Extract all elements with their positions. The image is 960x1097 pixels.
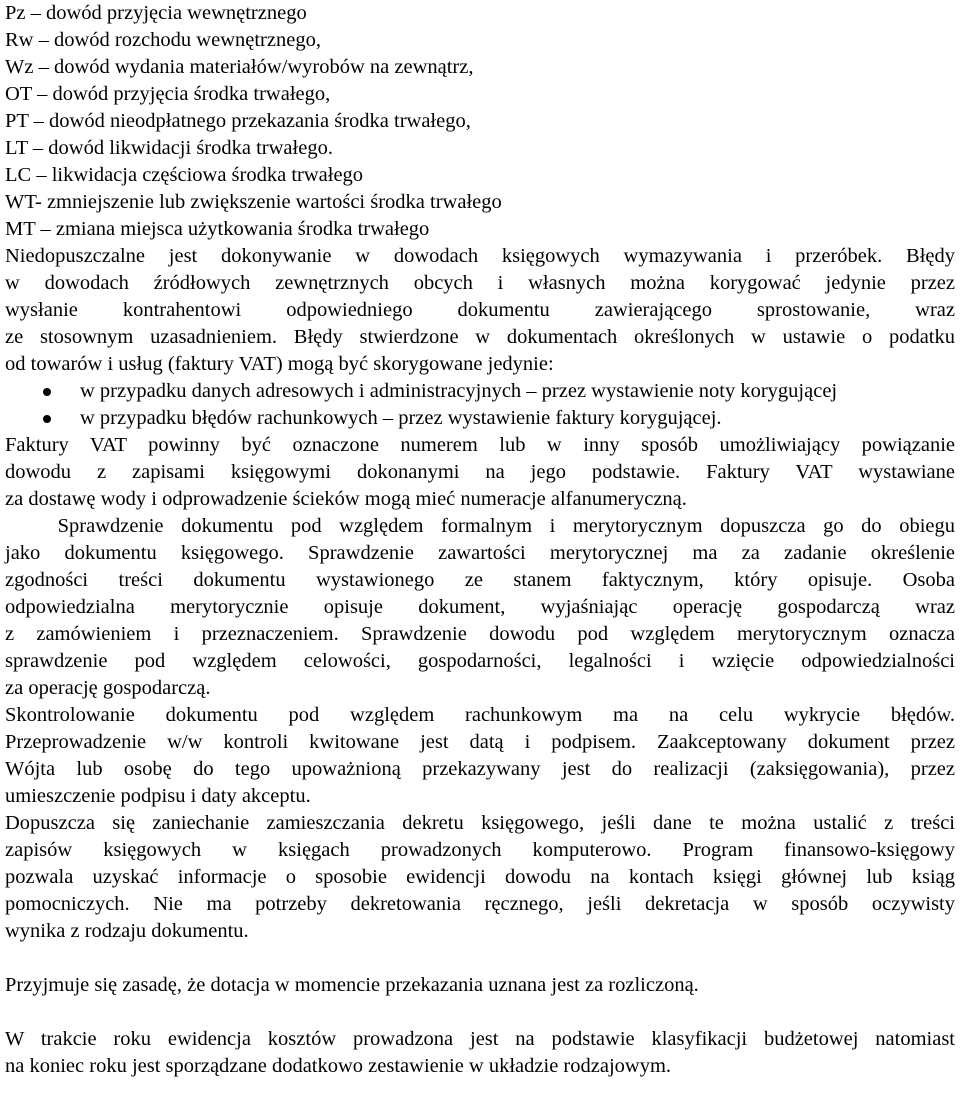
paragraph-verification [5,513,955,702]
text-line: od towarów i usług (faktury VAT) mogą być skorygowane jedynie: [5,353,554,375]
abbreviation-item: WT- zmniejszenie lub zwiększenie wartości środka trwałego [5,191,502,213]
paragraph-subsidy [5,972,955,999]
text-line: Sprawdzenie dokumentu pod względem formalnym i merytorycznym dopuszcza go do obiegu [5,515,955,537]
abbreviation-item: LT – dowód likwidacji środka trwałego. [5,137,333,159]
paragraph-decree [5,810,955,945]
abbreviation-item: PT – dowód nieodpłatnego przekazania środka trwałego, [5,110,471,132]
bullet-list [5,378,955,432]
text-line: Faktury VAT powinny być oznaczone numerem lub w inny sposób umożliwiający powiązanie [5,434,955,456]
text-line: sprawdzenie pod względem celowości, gospodarności, legalności i wzięcie odpowiedzialności [5,650,955,672]
abbreviation-item: Wz – dowód wydania materiałów/wyrobów na zewnątrz, [5,56,474,78]
bullet-item [5,378,955,405]
abbreviation-item: MT – zmiana miejsca użytkowania środka trwałego [5,218,430,240]
abbreviation-item: Pz – dowód przyjęcia wewnętrznego [5,2,307,24]
text-line: wysłanie kontrahentowi odpowiedniego dokumentu zawierającego sprostowanie, wraz [5,299,955,321]
abbreviation-item: OT – dowód przyjęcia środka trwałego, [5,83,331,105]
paragraph-corrections [5,243,955,378]
text-line: Skontrolowanie dokumentu pod względem rachunkowym ma na celu wykrycie błędów. [5,704,955,726]
spacer [5,999,955,1026]
text-line: pomocniczych. Nie ma potrzeby dekretowania ręcznego, jeśli dekretacja w sposób oczywisty [5,893,955,915]
bullet-text: w przypadku błędów rachunkowych – przez wystawienie faktury korygującej. [80,407,722,429]
text-line: zapisów księgowych w księgach prowadzonych komputerowo. Program finansowo-księgowy [5,839,955,861]
bullet-item [5,405,955,432]
bullet-text: w przypadku danych adresowych i administracyjnych – przez wystawienie noty korygującej [80,380,838,402]
text-line: Przyjmuje się zasadę, że dotacja w momencie przekazania uznana jest za rozliczoną. [5,974,699,996]
text-line: na koniec roku jest sporządzane dodatkowo zestawienie w układzie rodzajowym. [5,1055,672,1077]
paragraph-accounting-check [5,702,955,810]
text-line: ze stosownym uzasadnieniem. Błędy stwierdzone w dokumentach określonych w ustawie o podatku [5,326,955,348]
paragraph-cost-records [5,1026,955,1080]
text-line: Niedopuszczalne jest dokonywanie w dowodach księgowych wymazywania i przeróbek. Błędy [5,245,955,267]
text-line: zgodności treści dokumentu wystawionego ze stanem faktycznym, który opisuje. Osoba [5,569,955,591]
text-line: odpowiedzialna merytorycznie opisuje dokument, wyjaśniając operację gospodarczą wraz [5,596,955,618]
abbreviation-list [5,0,955,243]
spacer [5,945,955,972]
text-line: pozwala uzyskać informacje o sposobie ewidencji dowodu na kontach księgi głównej lub ksiąg [5,866,955,888]
text-line: umieszczenie podpisu i daty akceptu. [5,785,311,807]
text-line: Dopuszcza się zaniechanie zamieszczania dekretu księgowego, jeśli dane te można ustalić z treści [5,812,955,834]
text-line: za dostawę wody i odprowadzenie ścieków mogą mieć numeracje alfanumeryczną. [5,488,687,510]
abbreviation-item: Rw – dowód rozchodu wewnętrznego, [5,29,321,51]
paragraph-vat-invoices [5,432,955,513]
text-line: W trakcie roku ewidencja kosztów prowadzona jest na podstawie klasyfikacji budżetowej natomiast [5,1028,955,1050]
text-line: wynika z rodzaju dokumentu. [5,920,249,942]
text-line: w dowodach źródłowych zewnętrznych obcych i własnych można korygować jedynie przez [5,272,955,294]
text-line: jako dokumentu księgowego. Sprawdzenie zawartości merytorycznej ma za zadanie określenie [5,542,955,564]
abbreviation-item: LC – likwidacja częściowa środka trwałego [5,164,364,186]
text-line: dowodu z zapisami księgowymi dokonanymi na jego podstawie. Faktury VAT wystawiane [5,461,955,483]
text-line: Wójta lub osobę do tego upoważnioną przekazywany jest do realizacji (zaksięgowania), przez [5,758,955,780]
text-line: Przeprowadzenie w/w kontroli kwitowane jest datą i podpisem. Zaakceptowany dokument przez [5,731,955,753]
text-line: z zamówieniem i przeznaczeniem. Sprawdzenie dowodu pod względem merytorycznym oznacza [5,623,955,645]
bullet-dot-icon [43,415,51,423]
text-line: za operację gospodarczą. [5,677,211,699]
bullet-dot-icon [43,388,51,396]
